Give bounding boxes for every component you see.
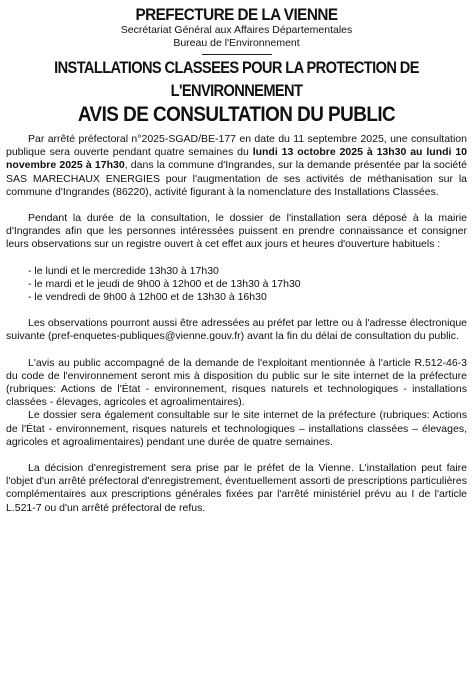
- decree-text-end: , dans la commune d'Ingrandes, sur la demande présentée par la société SAS MARECHAUX ENERGIES pour l'augmentation de ses activités de méthanisation sur la commune d'Ingrandes (86220), activité figurant à la nomenclature des Installations Classées.: [6, 159, 467, 198]
- hours-item-2: - le mardi et le jeudi de 9h00 à 12h00 et de 13h30 à 17h30: [28, 277, 301, 290]
- prefecture-title: PREFECTURE DE LA VIENNE: [135, 5, 338, 24]
- paragraph-dossier: Pendant la durée de la consultation, le dossier de l'installation sera déposé à la mairie d'Ingrandes afin que les personnes intéressées puissent en prendre connaissance et consigner leurs observations sur un registre ouvert à cet effet aux jours et heures d'ouverture habituels :: [6, 212, 467, 251]
- notice-title: AVIS DE CONSULTATION DU PUBLIC: [77, 103, 396, 126]
- paragraph-decision: La décision d'enregistrement sera prise par le préfet de la Vienne. L'installation peut faire l'objet d'un arrêté préfectoral d'enregistrement, éventuellement assorti de prescriptions particulières complémentaires aux prescriptions générales fixées par l'arrêté ministériel prévu au I de l'article L.521-7 ou d'un arrêté préfectoral de refus.: [6, 462, 467, 514]
- notice-body: [6, 133, 467, 515]
- decree-text-start: Par arrêté préfectoral n°2025-SGAD/BE-177 en date du 11 septembre 2025, une consultation publique sera ouverte pendant quatre semaines du: [6, 133, 467, 159]
- paragraph-website-dossier: Le dossier sera également consultable sur le site internet de la préfecture (rubriques: Actions de l'État - environnement, risques naturels et technologiques – installations classées – élevages, agricoles et agroalimentaires) pendant une durée de quatre semaines.: [6, 409, 467, 448]
- paragraph-website-notice: L'avis au public accompagné de la demande de l'exploitant mentionnée à l'article R.512-46-3 du code de l'environnement seront mis à disposition du public sur le site internet de la préfecture (rubriques: Actions de l'État - environnement, risques naturels et technologiques - installations classées - élevages, agricoles et agroalimentaires).: [6, 356, 467, 409]
- headline-line-2: L'ENVIRONNEMENT: [170, 81, 303, 100]
- paragraph-observations: Les observations pourront aussi être adressées au préfet par lettre ou à l'adresse électronique suivante (pref-enquetes-publiques@vienne.gouv.fr) avant la fin du délai de consultation du public.: [6, 317, 467, 343]
- secretariat-line: Secrétariat Général aux Affaires Départementales: [120, 24, 353, 36]
- hours-item-1: - le lundi et le mercredide 13h30 à 17h30: [28, 264, 219, 277]
- headline-line-1: INSTALLATIONS CLASSEES POUR LA PROTECTION DE: [54, 58, 419, 77]
- consultation-period: lundi 13 octobre 2025 à 13h30 au lundi 10 novembre 2025 à 17h30: [6, 146, 467, 172]
- bureau-line: Bureau de l'Environnement: [173, 37, 300, 49]
- hours-item-3: - le vendredi de 9h00 à 12h00 et de 13h30 à 16h30: [28, 291, 267, 304]
- header-divider: [202, 54, 272, 55]
- paragraph-decree: [6, 133, 467, 199]
